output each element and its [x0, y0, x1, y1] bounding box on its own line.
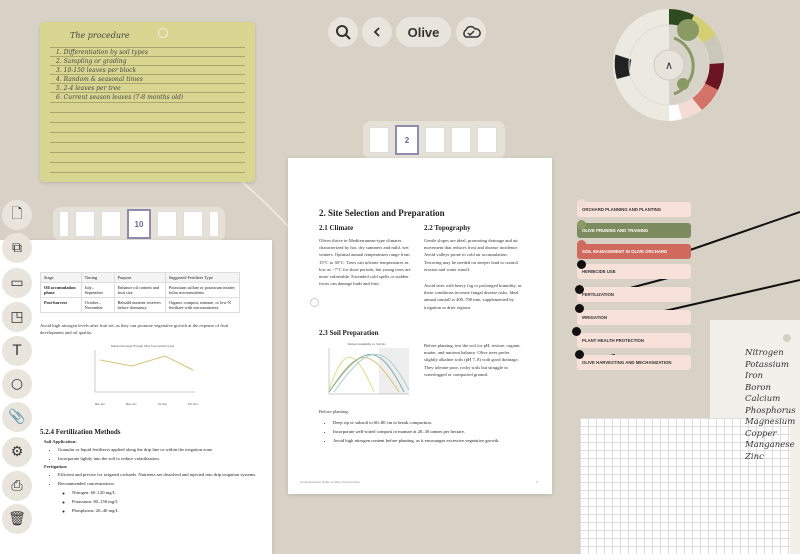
- connector-dot[interactable]: [577, 199, 586, 208]
- folder-button[interactable]: [2, 268, 32, 298]
- topic-item[interactable]: ORCHARD PLANNING AND PLANTING: [577, 202, 691, 217]
- size-slider-handle[interactable]: [677, 19, 699, 41]
- connector-dot[interactable]: [575, 304, 584, 313]
- inbox-icon: ⎙: [11, 478, 23, 494]
- page-thumb-active[interactable]: 10: [127, 209, 151, 239]
- circle-button[interactable]: [2, 369, 32, 399]
- element-list: [745, 348, 796, 463]
- topography-heading: 2.2 Topography: [424, 224, 471, 232]
- page-thumb[interactable]: [369, 127, 389, 153]
- folder-icon: ▭: [10, 275, 24, 291]
- methods-heading: 5.2.4 Fertilization Methods: [40, 428, 121, 436]
- ph-chart: [319, 342, 414, 404]
- page-footer: Comprehensive Guide to Olive Orchard Care: [300, 480, 360, 484]
- bullet-item: • Incorporate well-rotted compost or manure at 20–30 tonnes per hectare.: [333, 427, 544, 436]
- connector-dot[interactable]: [577, 260, 586, 269]
- topography-text-2: Avoid sites with heavy fog or prolonged humidity, as these conditions increase fungal disease risks. Ideal annual rainfall is 400–700 mm, supplemented by irrigation in drier regions.: [424, 283, 522, 310]
- sticky-line: 6. Current season leaves (7-8 months old): [56, 94, 184, 101]
- table-row: Post-harvest October–November Rebuild nutrient reserves before dormancy Organic compost, manure, or low-N fertilizer with micronutrients: [41, 298, 240, 313]
- handle-icon[interactable]: [783, 334, 791, 342]
- trash-button[interactable]: [2, 504, 32, 534]
- handwritten-word: Phosphorus: [745, 405, 796, 416]
- page-thumb[interactable]: [451, 127, 471, 153]
- sticky-title: The procedure: [70, 31, 130, 40]
- page-thumb[interactable]: [101, 211, 121, 237]
- circle-icon: ○: [10, 376, 24, 392]
- topography-text: Gentle slopes are ideal, promoting drainage and air movement that reduces frost and disease incidence. Avoid valleys prone to cold air accumulation. Terracing may be needed on steeper land to control erosion and water runoff.: [424, 238, 519, 272]
- method-title: Fertigation:: [44, 464, 68, 470]
- section-heading: 2. Site Selection and Preparation: [319, 208, 445, 218]
- method-title: Soil Application:: [44, 439, 77, 444]
- page-thumb[interactable]: [425, 127, 445, 153]
- bullet-item: • Deep rip or subsoil to 60–80 cm to break compaction.: [333, 418, 544, 427]
- left-page-strip[interactable]: [53, 207, 225, 241]
- fertilizer-note: Avoid high nitrogen levels after fruit set, as they can promote vegetative growth at the expense of fruit development and oil quality.: [40, 323, 229, 336]
- handle-icon[interactable]: [310, 298, 319, 307]
- handwritten-word: Manganese: [745, 440, 795, 450]
- bullet-item: • Avoid high nitrogen content before planting, as it encourages excessive vegetative growth.: [333, 436, 544, 445]
- handwritten-word: Potassium: [745, 359, 789, 370]
- connector-dot[interactable]: [575, 350, 584, 359]
- center-document-page[interactable]: [288, 158, 552, 494]
- sticky-line: 2. Sampling or grading: [56, 58, 127, 65]
- sticky-note-icon: ◳: [10, 309, 24, 325]
- page-thumb[interactable]: [477, 127, 497, 153]
- handwritten-word: Boron: [745, 382, 772, 393]
- left-document-page[interactable]: Stage Timing Purpose Suggested Fertilizer Type Oil accumulation phase July–September Enhance oil content and fruit size Potassium sulfate or potassium nitrate; foliar micronutrients Post-harvest October–November Rebuild nutrient reserves before dormancy Organic compost, manure, or low-N fertilizer with micronutrients Avoid high nitrogen levels after fruit set, as they can promote vegetative growth at the expense of fruit development and oil quality. Nutrient Demand Through Olive Tree Growth Cycle Mar–Apr May–Jun Jul–Sep Oct–Nov 5.2.4 Fertilization Methods Soil Application: • Granular or liquid fertilizers applied along the drip line or within the irrigation zone. • Incorporate lightly into the soil to reduce volatilization. Fertigation: • Efficient and precise for irrigated orchards. Nutrients are dissolved and injected into drip irrigation systems. • Recommended concentrations: ◦ Nitrogen: 60–120 mg/L ◦ Potassium: 80–150 mg/L ◦ Phosphorus: 20–40 mg/L: [0, 240, 272, 554]
- notebook-title[interactable]: Olive: [396, 17, 451, 47]
- cloud-check-icon: [461, 25, 481, 39]
- text-button[interactable]: [2, 336, 32, 366]
- page-thumb[interactable]: [183, 211, 203, 237]
- connector-dot[interactable]: [577, 220, 586, 229]
- center-page-strip[interactable]: [363, 121, 505, 159]
- table-row: Oil accumulation phase July–September Enhance oil content and fruit size Potassium sulfate or potassium nitrate; foliar micronutrients: [41, 283, 240, 298]
- copy-icon: ⧉: [12, 240, 22, 256]
- climate-heading: 2.1 Climate: [319, 224, 354, 232]
- page-thumb[interactable]: [157, 211, 177, 237]
- sticky-line: 1. Differentiation by soil types: [56, 49, 148, 56]
- trash-icon: 🗑: [8, 511, 26, 527]
- sticky-line: 4. Random & seasonal times: [56, 76, 143, 83]
- topic-item[interactable]: SOIL MANAGEMENT IN OLIVE ORCHARD: [577, 244, 691, 259]
- handwritten-word: Copper: [745, 428, 777, 439]
- page-thumb[interactable]: [59, 211, 69, 237]
- connector-dot[interactable]: [572, 327, 581, 336]
- chevron-left-icon: [372, 26, 382, 38]
- soil-text: Before planting, test the soil for pH, texture, organic matter, and nutrient balance. Olive trees prefer slightly alkaline soils (pH 7–8) with good drainage. They tolerate poor, rocky soils but struggle in waterlogged or compacted ground.: [424, 343, 521, 377]
- topic-item[interactable]: FERTILIZATION: [577, 287, 691, 302]
- paperclip-icon: 📎: [8, 409, 26, 425]
- before-planting-label: Before planting:: [319, 409, 349, 414]
- sticky-line: 3. 10-150 leaves per block: [56, 67, 137, 74]
- svg-text:∧: ∧: [664, 60, 674, 72]
- connector-dot[interactable]: [575, 285, 584, 294]
- handwritten-word: Calcium: [745, 394, 781, 404]
- soil-heading: 2.3 Soil Preparation: [319, 329, 379, 337]
- copy-button[interactable]: [2, 233, 32, 263]
- handwritten-word: Iron: [745, 371, 764, 381]
- tool-color-wheel[interactable]: [612, 8, 727, 123]
- topic-item[interactable]: PLANT HEALTH PROTECTION: [577, 333, 691, 348]
- topic-item[interactable]: OLIVE PRUNING AND TRAINING: [577, 223, 691, 238]
- search-icon: [335, 24, 351, 40]
- sticky-line: 5. 2-4 leaves per tree: [56, 85, 121, 92]
- document-icon: 🗋: [11, 206, 23, 222]
- chart-title: Nutrient Availability vs. Soil pH: [347, 342, 386, 346]
- handle-icon[interactable]: [158, 28, 168, 38]
- chart-title: Nutrient Demand Through Olive Tree Growth Cycle: [110, 344, 175, 348]
- inbox-button[interactable]: [2, 471, 32, 501]
- handwritten-word: Zinc: [745, 451, 764, 462]
- paperclip-button[interactable]: [2, 402, 32, 432]
- topic-item[interactable]: OLIVE HARVESTING AND MECHANIZATION: [577, 355, 691, 370]
- topic-item[interactable]: IRRIGATION: [577, 310, 691, 325]
- opacity-slider-handle[interactable]: [677, 78, 689, 90]
- sticky-note[interactable]: [40, 22, 255, 182]
- sticky-note-button[interactable]: [2, 302, 32, 332]
- page-thumb[interactable]: [75, 211, 95, 237]
- sync-button[interactable]: [456, 17, 486, 47]
- topic-item[interactable]: HERBICIDE USE: [577, 264, 691, 279]
- search-button[interactable]: [328, 17, 358, 47]
- page-thumb-active[interactable]: 2: [395, 125, 419, 155]
- handwritten-word: Nitrogen: [745, 348, 784, 358]
- text-icon: T: [12, 343, 22, 359]
- back-button[interactable]: [362, 17, 392, 47]
- document-button[interactable]: [2, 200, 32, 230]
- fertilizer-table: Stage Timing Purpose Suggested Fertilizer Type Oil accumulation phase July–September Enhance oil content and fruit size Potassium sulfate or potassium nitrate; foliar micronutrients Post-harvest October–November Rebuild nutrient reserves before dormancy Organic compost, manure, or low-N fertilizer with micronutrients: [40, 272, 240, 313]
- page-thumb[interactable]: [209, 211, 219, 237]
- nutrient-demand-chart: Nutrient Demand Through Olive Tree Growth Cycle Mar–Apr May–Jun Jul–Sep Oct–Nov: [85, 344, 200, 404]
- connector-dot[interactable]: [577, 240, 586, 249]
- gear-icon: ⚙: [10, 444, 24, 460]
- climate-text: Olives thrive in Mediterranean-type climates characterized by hot, dry summers and mild, wet winters. Optimal annual temperatures range from 15°C to 30°C. Trees can tolerate temperatures as low as −7°C for short periods, but young trees are more vulnerable. Extended cold spells or sudden frosts can damage buds and fruit.: [319, 238, 411, 287]
- page-number: 3: [536, 480, 538, 484]
- handwritten-word: Magnesium: [745, 417, 796, 427]
- gear-button[interactable]: [2, 437, 32, 467]
